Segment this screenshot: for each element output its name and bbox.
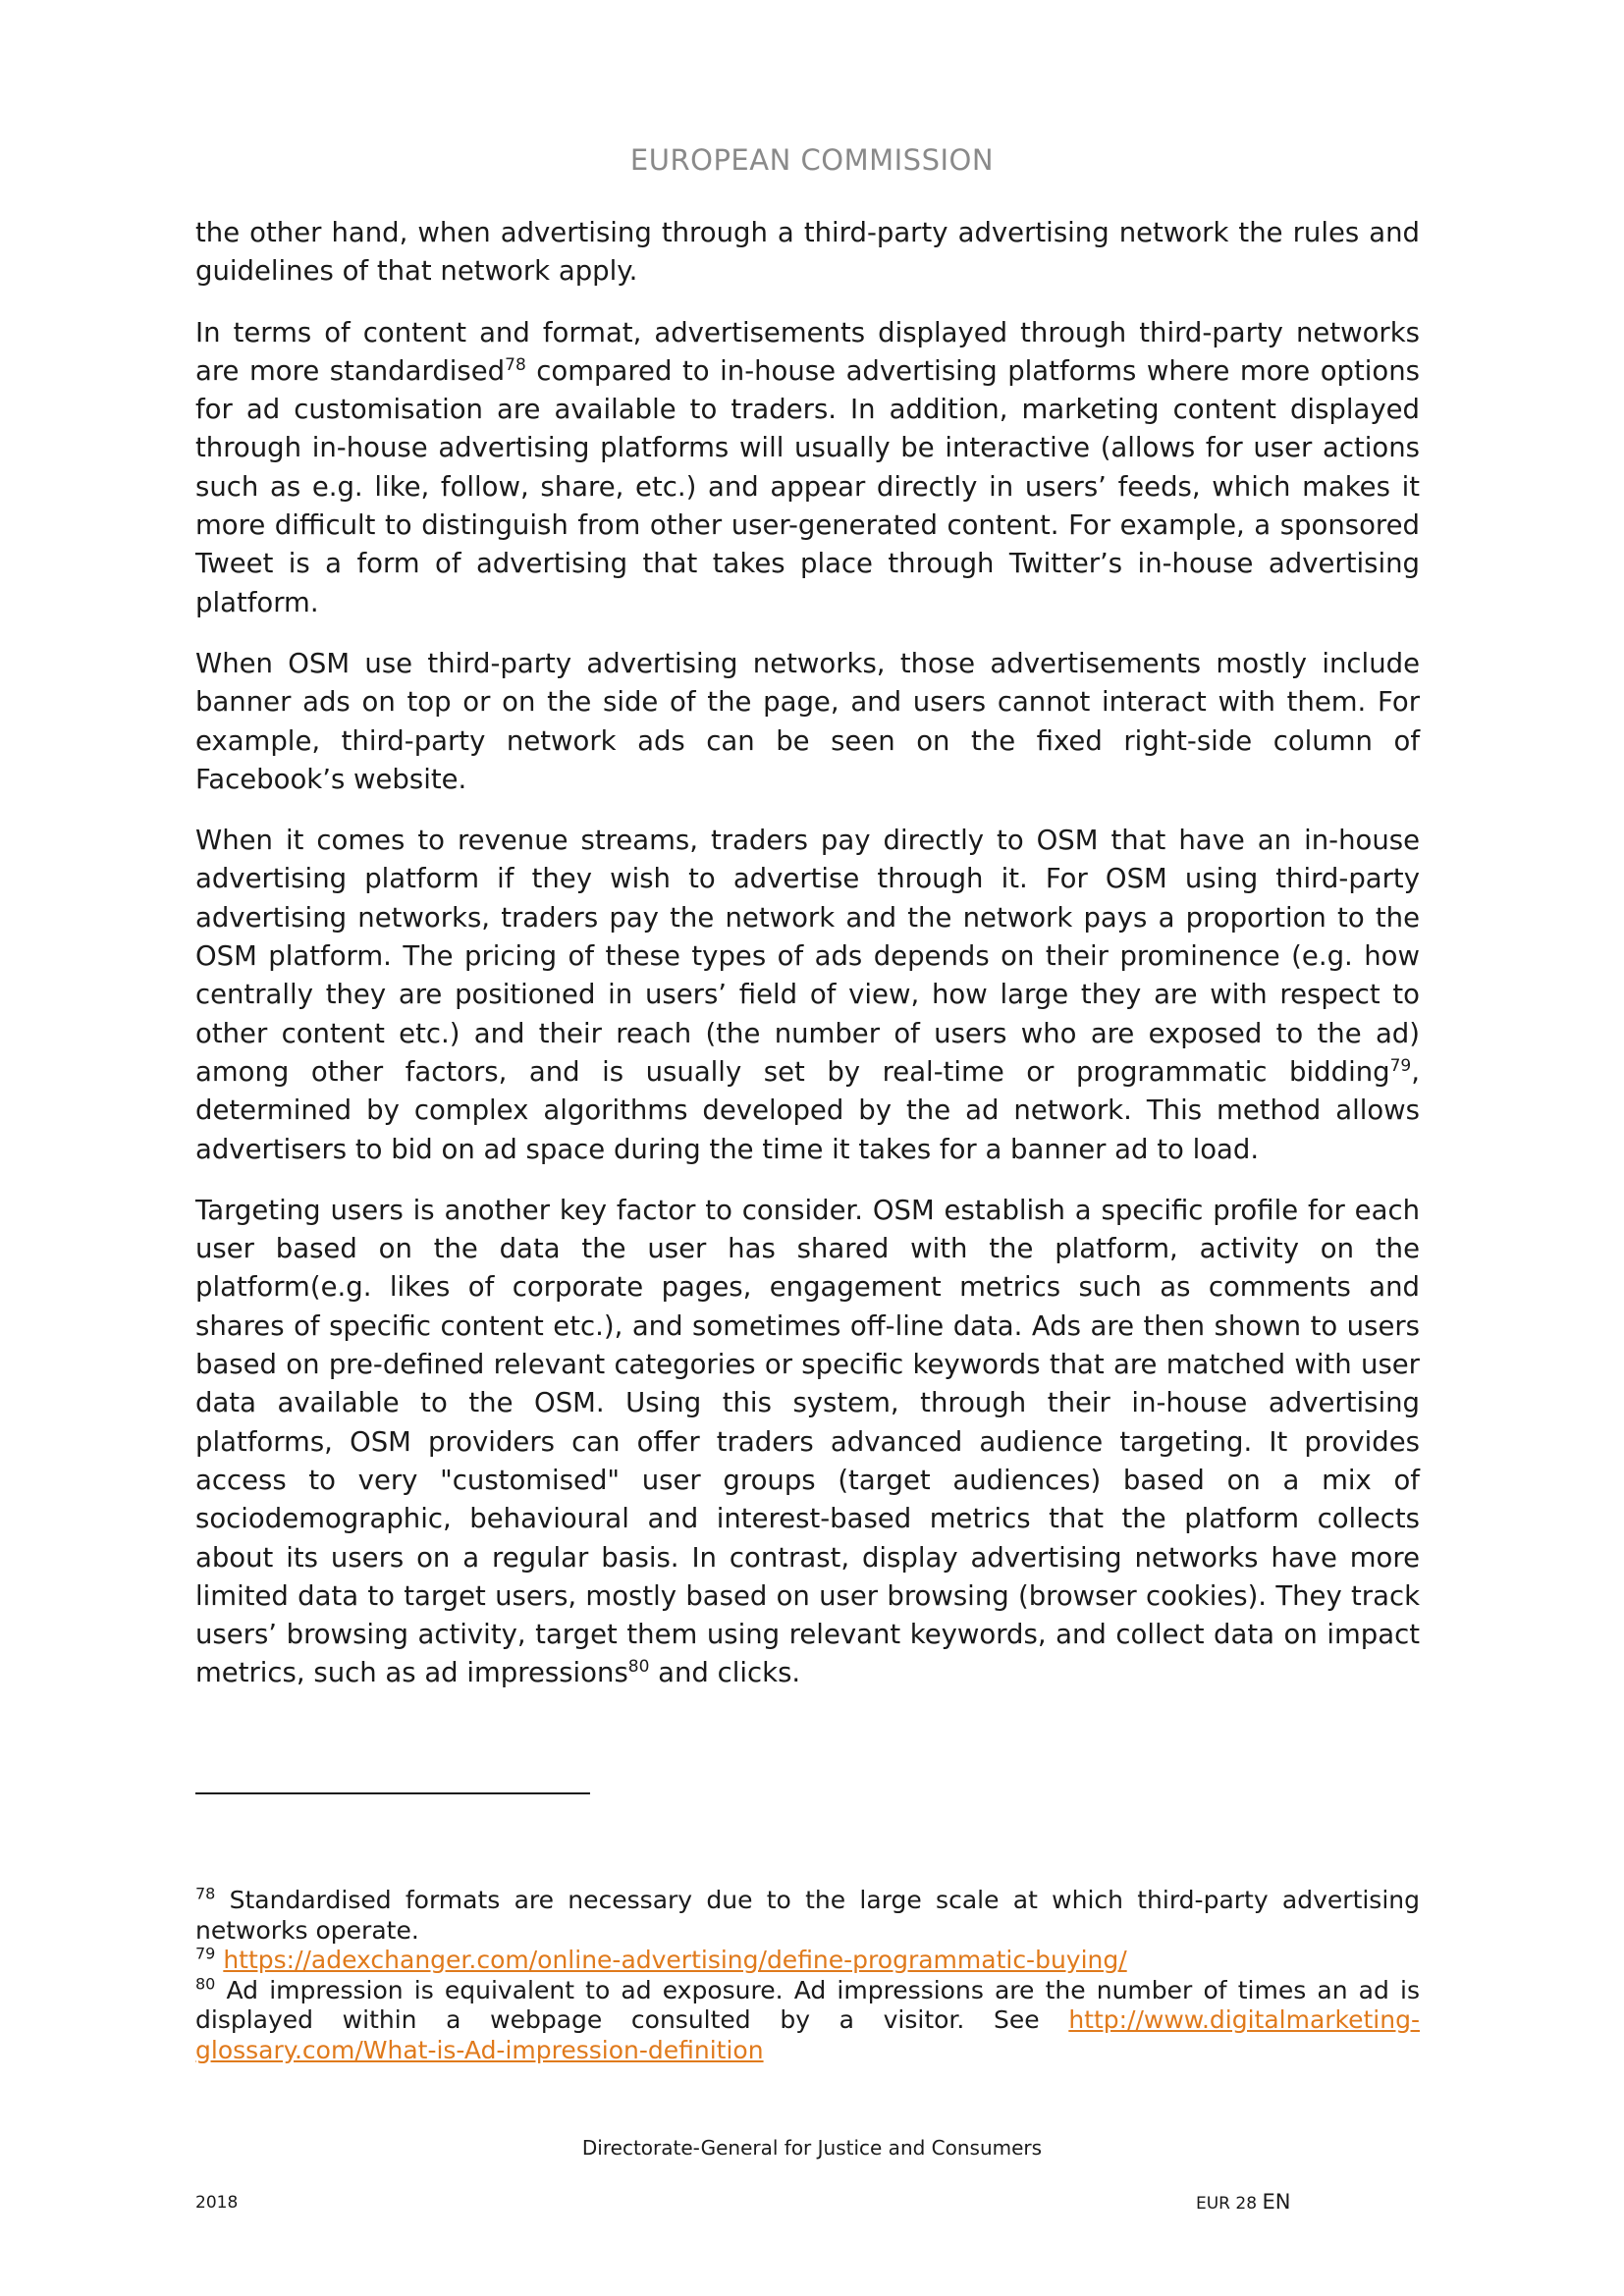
- footer-ref-number: EUR 28: [1196, 2194, 1258, 2214]
- footnote-79-number: 79: [195, 1944, 216, 1963]
- footnote-separator: [195, 1792, 590, 1794]
- paragraph-5-text-end: and clicks.: [649, 1657, 801, 1689]
- footer-reference: [1196, 2190, 1290, 2214]
- footnote-ref-79: 79: [1389, 1055, 1412, 1076]
- footer-ref-language: EN: [1262, 2190, 1291, 2214]
- footnotes: [195, 1886, 1420, 2065]
- footnote-80-text: Ad impression is equivalent to ad exposure. Ad impressions are the number of times an ad is displayed within a webpage consulted by a visitor. See: [195, 1975, 1420, 2034]
- paragraph-2: [195, 314, 1420, 622]
- footnote-79: [195, 1946, 1420, 1976]
- paragraph-4: [195, 822, 1420, 1169]
- footnote-ref-80: 80: [627, 1657, 650, 1678]
- footnote-78-number: 78: [195, 1884, 216, 1903]
- footer-directorate: Directorate-General for Justice and Consumers: [581, 2136, 1043, 2160]
- main-text: [195, 214, 1420, 1716]
- paragraph-4-text-start: When it comes to revenue streams, traders pay directly to OSM that have an in-house advertising platform if they wish to advertise through it. For OSM using third-party advertising networks, traders pay the network and the network pays a proportion to the OSM platform. The pricing of these types of ads depends on their prominence (e.g. how centrally they are positioned in users’ field of view, how large they are with respect to other content etc.) and their reach (the number of users who are exposed to the ad) among other factors, and is usually set by real-time or programmatic bidding: [195, 825, 1420, 1088]
- footnote-78: [195, 1886, 1420, 1946]
- paragraph-3: When OSM use third-party advertising networks, those advertisements mostly include banner ads on top or on the side of the page, and users cannot interact with them. For example, third-party network ads can be seen on the fixed right-side column of Facebook’s website.: [195, 647, 1420, 795]
- footer-year: 2018: [195, 2193, 239, 2213]
- footnote-78-text: Standardised formats are necessary due to the large scale at which third-party advertising networks operate.: [195, 1886, 1420, 1945]
- paragraph-4-text-end: , determined by complex algorithms developed by the ad network. This method allows advertisers to bid on ad space during the time it takes for a banner ad to load.: [195, 1055, 1420, 1165]
- footnote-79-link[interactable]: https://adexchanger.com/online-advertising/define-programmatic-buying/: [223, 1946, 1127, 1974]
- footnote-80-number: 80: [195, 1974, 216, 1994]
- paragraph-5: [195, 1192, 1420, 1693]
- footnote-80-link[interactable]: http://www.digitalmarketing-glossary.com/What-is-Ad-impression-definition: [195, 2005, 1420, 2064]
- paragraph-2-text-start: In terms of content and format, advertisements displayed through third-party networks are more standardised: [195, 316, 1420, 387]
- paragraph-5-text-start: Targeting users is another key factor to consider. OSM establish a specific profile for each user based on the data the user has shared with the platform, activity on the platform(e.g. likes of corporate pages, engagement metrics such as comments and shares of specific content etc.), and sometimes off-line data. Ads are then shown to users based on pre-defined relevant categories or specific keywords that are matched with user data available to the OSM. Using this system, through their in-house advertising platforms, OSM providers can offer traders advanced audience targeting. It provides access to very "customised" user groups (target audiences) based on a mix of sociodemographic, behavioural and interest-based metrics that the platform collects about its users on a regular basis. In contrast, display advertising networks have more limited data to target users, mostly based on user browsing (browser cookies). They track users’ browsing activity, target them using relevant keywords, and collect data on impact metrics, such as ad impressions: [195, 1194, 1420, 1689]
- paragraph-2-text-end: compared to in-house advertising platforms where more options for ad customisation are available to traders. In addition, marketing content displayed through in-house advertising platforms will usually be interactive (allows for user actions such as e.g. like, follow, share, etc.) and appear directly in users’ feeds, which makes it more difficult to distinguish from other user-generated content. For example, a sponsored Tweet is a form of advertising that takes place through Twitter’s in-house advertising platform.: [195, 354, 1420, 618]
- page-header: EUROPEAN COMMISSION: [629, 143, 995, 177]
- footnote-ref-78: 78: [505, 354, 526, 375]
- footnote-80: [195, 1976, 1420, 2066]
- paragraph-1: the other hand, when advertising through a third-party advertising network the rules and guidelines of that network apply.: [195, 217, 1420, 288]
